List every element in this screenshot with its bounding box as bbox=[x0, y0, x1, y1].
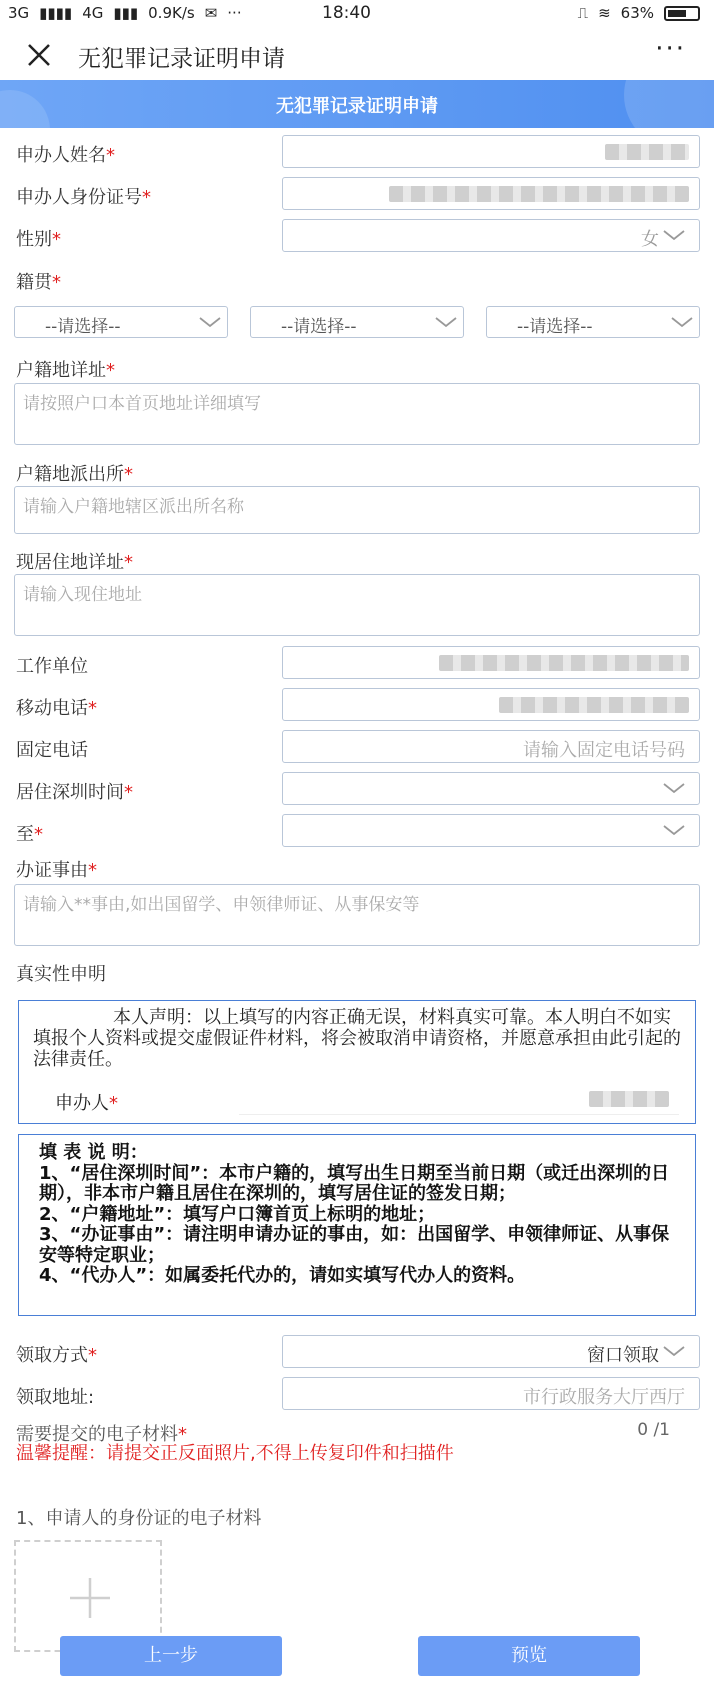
instructions-box bbox=[18, 1134, 696, 1316]
mobile-label: 移动电话* bbox=[16, 698, 97, 719]
vibrate-icon: ⎍ bbox=[577, 4, 589, 22]
reason-textarea[interactable] bbox=[14, 884, 700, 946]
network-3g: 3G bbox=[8, 4, 30, 22]
origin-province-select[interactable]: --请选择-- bbox=[14, 306, 228, 338]
status-left bbox=[8, 4, 242, 22]
shenzhen-time-start-select[interactable] bbox=[282, 772, 700, 805]
pickup-method-label: 领取方式* bbox=[16, 1345, 97, 1366]
origin-district-select[interactable]: --请选择-- bbox=[486, 306, 700, 338]
preview-button[interactable]: 预览 bbox=[418, 1636, 640, 1676]
landline-input[interactable] bbox=[282, 730, 700, 763]
pickup-address-field bbox=[282, 1377, 700, 1410]
nav-bar bbox=[0, 30, 714, 82]
shenzhen-time-label: 居住深圳时间* bbox=[16, 782, 133, 803]
household-address-label: 户籍地详址* bbox=[16, 360, 115, 381]
pickup-method-select[interactable] bbox=[282, 1335, 700, 1368]
required-mark: * bbox=[106, 145, 115, 166]
truth-statement-label: 真实性申明 bbox=[16, 964, 106, 985]
chevron-down-icon bbox=[669, 310, 695, 334]
signer-label: 申办人* bbox=[55, 1093, 118, 1114]
status-dots: ··· bbox=[227, 4, 242, 22]
chevron-down-icon bbox=[661, 223, 687, 247]
police-station-label: 户籍地派出所* bbox=[16, 464, 133, 485]
gender-label: 性别* bbox=[16, 229, 61, 250]
close-icon[interactable] bbox=[24, 40, 54, 70]
redacted-value bbox=[605, 144, 689, 160]
status-right bbox=[578, 4, 700, 22]
more-icon[interactable]: ··· bbox=[655, 34, 686, 64]
wifi-icon: ≋ bbox=[598, 4, 611, 22]
pickup-address-label: 领取地址: bbox=[16, 1387, 95, 1408]
current-address-placeholder: 请输入现住地址 bbox=[23, 585, 142, 605]
net-speed: 0.9K/s bbox=[148, 4, 195, 22]
redacted-value bbox=[499, 697, 689, 713]
chevron-down-icon bbox=[661, 1339, 687, 1363]
declaration-text: 本人声明：以上填写的内容正确无误，材料真实可靠。本人明白不如实填报个人资料或提交虚假证件材料，将会被取消申请资格，并愿意承担由此引起的法律责任。 bbox=[33, 1007, 681, 1070]
household-address-textarea[interactable] bbox=[14, 383, 700, 445]
reason-label: 办证事由* bbox=[16, 860, 97, 881]
material-item-label: 1、申请人的身份证的电子材料 bbox=[16, 1508, 262, 1529]
status-bar bbox=[0, 0, 714, 28]
pickup-method-value: 窗口领取 bbox=[587, 1345, 659, 1366]
reason-placeholder: 请输入**事由,如出国留学、申领律师证、从事保安等 bbox=[23, 895, 420, 915]
signer-input[interactable] bbox=[239, 1085, 679, 1115]
household-address-placeholder: 请按照户口本首页地址详细填写 bbox=[23, 394, 261, 414]
materials-label: 需要提交的电子材料* bbox=[16, 1424, 187, 1445]
banner-title: 无犯罪记录证明申请 bbox=[276, 96, 438, 117]
prev-button[interactable]: 上一步 bbox=[60, 1636, 282, 1676]
signal-icon: ▮▮▮▮ bbox=[39, 4, 73, 22]
redacted-value bbox=[439, 655, 689, 671]
to-label: 至* bbox=[16, 824, 43, 845]
work-unit-label: 工作单位 bbox=[16, 656, 88, 677]
materials-count: 0 /1 bbox=[637, 1420, 670, 1440]
network-4g: 4G bbox=[82, 4, 104, 22]
police-station-textarea[interactable] bbox=[14, 486, 700, 534]
applicant-name-label: 申办人姓名* bbox=[16, 145, 115, 166]
mail-icon: ✉ bbox=[204, 4, 218, 22]
battery-icon bbox=[664, 6, 700, 21]
redacted-value bbox=[589, 1091, 669, 1107]
warning-text: 温馨提醒：请提交正反面照片,不得上传复印件和扫描件 bbox=[16, 1443, 454, 1464]
origin-label: 籍贯* bbox=[16, 272, 61, 293]
declaration-box bbox=[18, 1000, 696, 1124]
id-number-label: 申办人身份证号* bbox=[16, 187, 151, 208]
landline-label: 固定电话 bbox=[16, 740, 88, 761]
id-number-input[interactable] bbox=[282, 177, 700, 210]
plus-icon bbox=[68, 1576, 112, 1620]
chevron-down-icon bbox=[661, 776, 687, 800]
origin-city-select[interactable]: --请选择-- bbox=[250, 306, 464, 338]
pickup-address-value: 市行政服务大厅西厅 bbox=[523, 1387, 685, 1408]
nav-title: 无犯罪记录证明申请 bbox=[78, 46, 285, 72]
landline-placeholder: 请输入固定电话号码 bbox=[523, 740, 685, 761]
work-unit-input[interactable] bbox=[282, 646, 700, 679]
gender-value: 女 bbox=[641, 229, 659, 250]
mobile-input[interactable] bbox=[282, 688, 700, 721]
shenzhen-time-end-select[interactable] bbox=[282, 814, 700, 847]
redacted-value bbox=[389, 186, 689, 202]
chevron-down-icon bbox=[433, 310, 459, 334]
chevron-down-icon bbox=[661, 818, 687, 842]
police-station-placeholder: 请输入户籍地辖区派出所名称 bbox=[23, 497, 244, 517]
signal-icon: ▮▮▮ bbox=[113, 4, 139, 22]
current-address-textarea[interactable] bbox=[14, 574, 700, 636]
battery-percent: 63% bbox=[620, 4, 654, 22]
applicant-name-input[interactable] bbox=[282, 135, 700, 168]
gender-select[interactable] bbox=[282, 219, 700, 252]
current-address-label: 现居住地详址* bbox=[16, 552, 133, 573]
clock: 18:40 bbox=[322, 3, 371, 23]
form-banner bbox=[0, 80, 714, 128]
chevron-down-icon bbox=[197, 310, 223, 334]
instructions-text: 填 表 说 明： 1、“居住深圳时间”：本市户籍的，填写出生日期至当前日期（或迁出深圳的日期），非本市户籍且居住在深圳的，填写居住证的签发日期； 2、“户籍地址”：填写户口簿首页上标明的地址； 3、“办证事由”：请注明申请办证的事由，如：出国留学、申领律师证、从事保安等特定职业； 4、“代办人”：如属委托代办的，请如实填写代办人的资料。 bbox=[39, 1142, 670, 1286]
